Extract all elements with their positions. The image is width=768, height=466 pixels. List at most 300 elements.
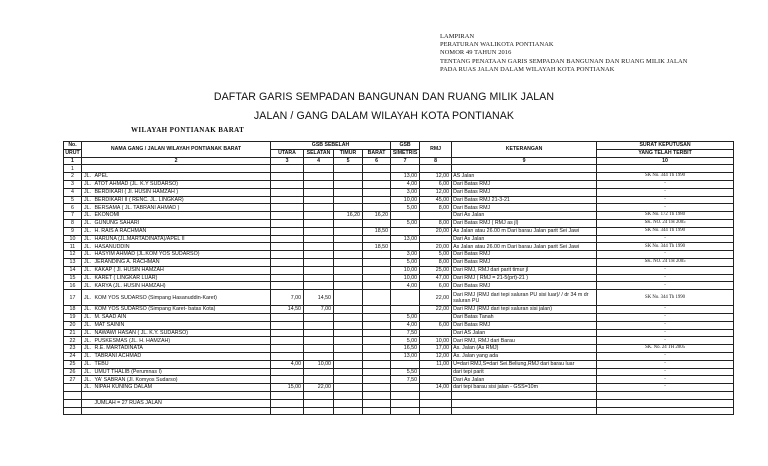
cell-no: 27 [64,376,82,384]
cell-gsb [391,212,420,220]
cell-s [304,274,334,282]
cell-s [304,321,334,329]
cell-rmj [420,368,452,376]
cell-t [334,306,363,314]
cell-rmj: 5,00 [420,251,452,259]
cell-nama [94,407,271,415]
cell-gsb: 13,00 [391,352,420,360]
header-utara: UTARA [271,149,304,157]
cell-nama: JERANDING A. RACHMAN [94,258,271,266]
cell-gsb: 5,00 [391,313,420,321]
cell-u [271,227,304,235]
cell-u [271,196,304,204]
cell-no: 13 [64,258,82,266]
cell-t [334,219,363,227]
lampiran-line: NOMOR 49 TAHUN 2016 [440,49,512,57]
cell-no: 7 [64,212,82,220]
cell-rmj: 8,00 [420,258,452,266]
cell-s [304,258,334,266]
cell-jl: JL. [82,329,94,337]
cell-no: 17 [64,290,82,306]
cell-jl: JL. [82,313,94,321]
cell-jl: JL. [82,180,94,188]
table-row [64,399,734,407]
cell-jl: JL. [82,188,94,196]
cell-t [334,204,363,212]
cell-t [334,274,363,282]
cell-nama: NIPAH KUNING DALAM [94,384,271,392]
cell-no: 8 [64,219,82,227]
cell-sk [597,391,734,399]
table-row [64,384,734,392]
cell-t [334,251,363,259]
cell-sk: - [597,376,734,384]
cell-jl: JL. [82,368,94,376]
cell-rmj: 22,00 [420,306,452,314]
cell-b: 18,50 [363,243,391,251]
cell-sk [597,407,734,415]
table-row [64,306,734,314]
cell-rmj: 20,00 [420,243,452,251]
cell-nama: TABRANI ACHMAD [94,352,271,360]
cell-ket: As. Jalan (As RMJ) [452,345,597,353]
cell-sk: - [597,282,734,290]
cell-gsb: 16,50 [391,345,420,353]
cell-rmj: 25,00 [420,266,452,274]
cell-nama: JUMLAH = 27 RUAS JALAN [94,399,271,407]
cell-rmj: 20,00 [420,227,452,235]
cell-t [334,337,363,345]
cell-nama: GUNUNG SAHARI [94,219,271,227]
cell-ket: Dari AS Jalan [452,329,597,337]
cell-jl: JL. [82,227,94,235]
cell-jl [82,407,94,415]
cell-jl: JL. [82,282,94,290]
cell-jl: JL. [82,212,94,220]
region-heading: WILAYAH PONTIANAK BARAT [131,126,245,134]
cell-sk: - [597,306,734,314]
cell-rmj: 17,00 [420,345,452,353]
cell-t [334,196,363,204]
cell-ket: Dari As Jalan [452,376,597,384]
document-title: DAFTAR GARIS SEMPADAN BANGUNAN DAN RUANG MILIK JALAN [213,91,555,103]
cell-u [271,321,304,329]
table-row [64,313,734,321]
cell-nama: BERSAMA ( JL. TABRANI AHMAD ) [94,204,271,212]
cell-b [363,329,391,337]
lampiran-line: PADA RUAS JALAN DALAM WILAYAH KOTA PONTIANAK [440,65,615,73]
cell-jl: JL. [82,290,94,306]
cell-rmj: 12,00 [420,188,452,196]
cell-u [271,173,304,181]
cell-jl: JL. [82,251,94,259]
index-cell: 4 [304,157,334,165]
cell-gsb [391,306,420,314]
cell-s [304,391,334,399]
cell-jl [82,399,94,407]
cell-b [363,266,391,274]
cell-gsb: 4,00 [391,321,420,329]
cell-u [271,329,304,337]
cell-t [334,290,363,306]
cell-gsb: 10,00 [391,196,420,204]
cell-t [334,235,363,243]
cell-s [304,196,334,204]
cell-s [304,368,334,376]
cell-gsb: 13,00 [391,235,420,243]
cell-nama: YA' SABRAN (Jl. Komyos Sudarso) [94,376,271,384]
cell-s [304,235,334,243]
cell-nama: HASYIM AHMAD (JL.KOM YOS SUDARSO) [94,251,271,259]
cell-no: 10 [64,235,82,243]
cell-sk: - [597,188,734,196]
lampiran-block [440,33,687,74]
cell-s [304,352,334,360]
table-row [64,227,734,235]
header-gsb: GSB [391,142,420,150]
cell-jl: JL. [82,360,94,368]
index-cell: 6 [363,157,391,165]
cell-rmj: 45,00 [420,196,452,204]
cell-u [271,212,304,220]
cell-nama: KARET ( LINGKAR LUAR) [94,274,271,282]
cell-ket: Dari RMJ (RMJ dari tepi saluran sisi jalan) [452,306,597,314]
cell-rmj: 6,00 [420,180,452,188]
table-row [64,274,734,282]
table-row [64,376,734,384]
cell-sk: - [597,384,734,392]
cell-s [304,243,334,251]
cell-rmj [420,165,452,173]
cell-rmj: 8,00 [420,219,452,227]
cell-ket: Dari RMJ (RMJ dari tepi saluran PU sisi luar)/ / dr 34 m dr saluran PU [452,290,597,306]
table-row [64,391,734,399]
cell-rmj: 10,00 [420,337,452,345]
header-urut: URUT [65,149,80,156]
cell-b [363,391,391,399]
cell-rmj: 11,00 [420,360,452,368]
table-row [64,345,734,353]
cell-rmj: 8,00 [420,204,452,212]
cell-u: 15,00 [271,384,304,392]
cell-ket: Dari Batas RMJ [452,204,597,212]
cell-nama: M. SAAD AIN [94,313,271,321]
cell-u [271,251,304,259]
cell-sk: - [597,180,734,188]
cell-ket: Dari Batas RMJ ( RMJ as jl) [452,219,597,227]
header-no: No. [64,142,82,150]
cell-s [304,204,334,212]
cell-u: 14,50 [271,306,304,314]
cell-t [334,376,363,384]
table-row [64,251,734,259]
cell-ket: Dari As Jalan [452,235,597,243]
cell-jl: JL. [82,352,94,360]
cell-jl [82,165,94,173]
cell-nama: MAT SAININ [94,321,271,329]
index-cell: 1 [64,157,82,165]
cell-no: 19 [64,313,82,321]
cell-jl: JL. [82,173,94,181]
cell-t [334,399,363,407]
cell-ket: As. Jalan yang ada [452,352,597,360]
cell-s [304,266,334,274]
cell-s [304,188,334,196]
table-row [64,258,734,266]
cell-no: 14 [64,266,82,274]
cell-b [363,165,391,173]
cell-sk: SK. NO. 24 TH 2005 [597,258,734,266]
cell-jl: JL. [82,266,94,274]
cell-ket: AS Jalan [452,173,597,181]
cell-ket: Dari Batas Tanah [452,313,597,321]
cell-gsb [391,384,420,392]
cell-b [363,204,391,212]
cell-t [334,165,363,173]
table-row [64,180,734,188]
cell-sk: SK No. 344 Th 1990 [597,290,734,306]
header-selatan: SELATAN [304,149,334,157]
cell-ket: dari tepi barau sisi jalan - GSS=10m [452,384,597,392]
cell-b [363,196,391,204]
cell-sk: - [597,313,734,321]
cell-sk: - [597,360,734,368]
cell-u [271,345,304,353]
cell-ket: Dari RMJ, RMJ dari Barau [452,337,597,345]
cell-b [363,251,391,259]
cell-ket: As Jalan atau 26.00 m Dari barau Jalan parit Sei Jawi [452,243,597,251]
cell-s [304,251,334,259]
index-cell: 7 [391,157,420,165]
header-surat: SURAT KEPUTUSAN [597,142,734,150]
cell-rmj [420,407,452,415]
cell-no: 20 [64,321,82,329]
cell-b [363,306,391,314]
cell-ket: Dari Batas RMJ [452,251,597,259]
table-row [64,368,734,376]
cell-b [363,180,391,188]
cell-sk: - [597,235,734,243]
cell-sk: - [597,251,734,259]
gsb-table [63,141,734,415]
cell-b [363,352,391,360]
cell-s: 10,00 [304,360,334,368]
cell-gsb: 5,00 [391,337,420,345]
cell-gsb: 10,00 [391,274,420,282]
cell-gsb [391,407,420,415]
cell-sk: - [597,368,734,376]
table-row [64,360,734,368]
cell-s [304,399,334,407]
cell-gsb: 10,00 [391,266,420,274]
table-row [64,407,734,415]
cell-jl: JL. [82,243,94,251]
cell-ket [452,399,597,407]
cell-nama: KAKAP ( Jl. HUSIN HAMZAH [94,266,271,274]
cell-ket: Dari Batas RMJ 21-3-21 [452,196,597,204]
cell-b [363,188,391,196]
cell-no: 11 [64,243,82,251]
cell-u [271,243,304,251]
cell-sk: SK No. 344 Th 1990 [597,227,734,235]
cell-no: 3 [64,180,82,188]
cell-rmj: 6,00 [420,321,452,329]
cell-nama: KARYA (JL. HUSIN HAMZAH) [94,282,271,290]
cell-nama: HARUNA (JL.MARTADINATA)/APEL II [94,235,271,243]
cell-no [64,391,82,399]
cell-sk: - [597,321,734,329]
cell-s: 14,50 [304,290,334,306]
cell-b [363,399,391,407]
table-row [64,329,734,337]
cell-gsb: 3,00 [391,188,420,196]
cell-u [271,165,304,173]
cell-s [304,345,334,353]
cell-jl: JL. [82,235,94,243]
cell-u [271,235,304,243]
index-cell: 9 [452,157,597,165]
cell-rmj [420,212,452,220]
cell-t [334,407,363,415]
cell-rmj [420,235,452,243]
cell-ket [452,407,597,415]
cell-ket [452,391,597,399]
table-body [64,165,734,415]
cell-ket: Dari Batas RMJ [452,282,597,290]
cell-b [363,407,391,415]
cell-ket: Dari RMJ ( RMJ = 21-5(prt)-21 ) [452,274,597,282]
cell-b [363,360,391,368]
lampiran-line: LAMPIRAN [440,33,475,40]
cell-u [271,282,304,290]
cell-jl [82,391,94,399]
index-cell: 10 [597,157,734,165]
cell-s [304,313,334,321]
cell-u [271,188,304,196]
table-row [64,321,734,329]
cell-ket: Dari Batas RMJ [452,258,597,266]
cell-u [271,337,304,345]
cell-s [304,180,334,188]
table-row [64,219,734,227]
cell-s [304,329,334,337]
cell-rmj [420,376,452,384]
cell-nama: NAWAWI HASAN ( JL. K.Y. SUDARSO) [94,329,271,337]
index-cell: 3 [271,157,304,165]
cell-nama: H. RAIS A RACHMAN [94,227,271,235]
index-cell: 8 [420,157,452,165]
cell-gsb: 7,50 [391,329,420,337]
cell-b [363,384,391,392]
cell-ket: Dari Batas RMJ [452,321,597,329]
cell-no [64,407,82,415]
cell-nama: TEBU [94,360,271,368]
cell-rmj: 12,00 [420,173,452,181]
cell-s [304,173,334,181]
cell-no: 24 [64,352,82,360]
cell-sk: - [597,266,734,274]
cell-t [334,360,363,368]
cell-gsb: 13,00 [391,173,420,181]
cell-no: 4 [64,188,82,196]
cell-t [334,345,363,353]
cell-u [271,313,304,321]
cell-jl: JL. [82,337,94,345]
cell-gsb: 5,00 [391,219,420,227]
cell-b [363,313,391,321]
cell-u [271,407,304,415]
cell-rmj: 22,00 [420,290,452,306]
header-barat: BARAT [363,149,391,157]
cell-rmj: 6,00 [420,282,452,290]
header-surat-2: YANG TELAH TERBIT [597,149,734,157]
cell-no [64,399,82,407]
cell-t [334,313,363,321]
cell-s: 7,00 [304,306,334,314]
cell-ket: Dari Batas RMJ [452,188,597,196]
cell-gsb [391,243,420,251]
lampiran-line: PERATURAN WALIKOTA PONTIANAK [440,41,554,49]
header-keterangan: KETERANGAN [452,142,597,158]
cell-rmj [420,391,452,399]
cell-nama: R.E. MARTADINATA [94,345,271,353]
cell-rmj [420,399,452,407]
cell-s [304,282,334,290]
header-simetris: SIMETRIS [391,149,420,157]
cell-t [334,391,363,399]
cell-sk: SK No. 344 Th 1990 [597,173,734,181]
table-row [64,282,734,290]
table-row [64,188,734,196]
cell-jl: JL. [82,219,94,227]
table-row [64,165,734,173]
cell-rmj: 12,00 [420,352,452,360]
cell-rmj: 47,00 [420,274,452,282]
cell-s [304,376,334,384]
cell-u: 7,00 [271,290,304,306]
cell-b [363,376,391,384]
cell-no: 23 [64,345,82,353]
cell-jl: JL. [82,306,94,314]
cell-jl: JL. [82,376,94,384]
cell-jl: JL. [82,384,94,392]
cell-nama: KOM YOS SUDARSO (Simpang Karet- batas Kota) [94,306,271,314]
cell-rmj [420,329,452,337]
cell-u [271,258,304,266]
cell-gsb [391,391,420,399]
cell-ket: U=dari RMJ,S=dari Sei.Beliung,RMJ dari barau luar [452,360,597,368]
cell-jl: JL. [82,258,94,266]
cell-u [271,391,304,399]
cell-b [363,173,391,181]
cell-nama: ATOT AHMAD (JL. K.Y SUDARSO) [94,180,271,188]
cell-nama: APEL [94,173,271,181]
cell-u [271,219,304,227]
table-row [64,352,734,360]
cell-ket: Dari Batas RMJ [452,180,597,188]
cell-sk: SK. NO. 24 TH 2005 [597,219,734,227]
cell-b [363,337,391,345]
cell-b [363,321,391,329]
cell-nama: BERDIKARI ( Jl. HUSIN HAMZAH ) [94,188,271,196]
cell-sk: SK No. 344 Th 1990 [597,243,734,251]
header-gsb-sebelah: GSB SEBELAH [271,142,391,150]
cell-gsb [391,227,420,235]
cell-gsb [391,399,420,407]
cell-sk: - [597,196,734,204]
cell-no: 16 [64,282,82,290]
cell-gsb [391,165,420,173]
